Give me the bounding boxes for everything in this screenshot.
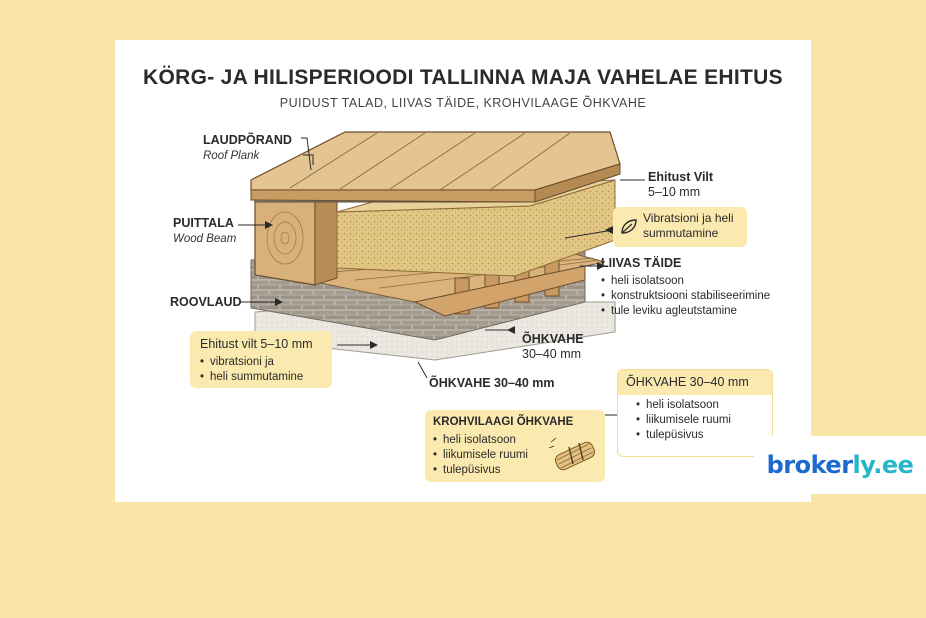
brokerly-logo[interactable]: brokerly.ee [754,436,926,494]
callout-krohvilaagi: KROHVILAAGI ÕHKVAHE • heli isolatsoon • liikumisele ruumi • tulepüsivus [425,410,605,482]
label-ehitust-vilt: Ehitust Vilt 5–10 mm [648,170,714,199]
list-item: • liikumisele ruumi [433,448,597,463]
list-item: • heli summutamine [200,370,322,385]
infographic-card [115,40,811,502]
list-item: • tulepüsivus [433,463,597,478]
list-item: • tulepüsivus [636,428,754,443]
label-roovlaud: ROOVLAUD [170,295,242,309]
label-laudporand: LAUDPÕRAND Roof Plank [203,133,292,162]
list-item: • liikumisele ruumi [636,413,754,428]
list-item: • heli isolatsoon [433,433,597,448]
label-ohkvahe-mid: ÕHKVAHE 30–40 mm [522,332,584,361]
callout-liivas-taide: LIIVAS TÄIDE • heli isolatsoon • konstruktsiooni stabiliseerimine • tule leviku agleutstamine [597,256,777,346]
list-item: • konstruktsiooni stabiliseerimine [601,289,773,304]
wood-beam [255,195,315,285]
callout-vibratsioon: Vibratsioni ja heli summutamine [613,207,747,247]
page-subtitle: PUIDUST TALAD, LIIVAS TÄIDE, KROHVILAAGE ÕHKVAHE [279,96,647,110]
label-ohkvahe-bottom: ÕHKVAHE 30–40 mm [429,376,555,390]
page-title: KÖRG- JA HILISPERIOODI TALLINNA MAJA VAHELAE EHITUS [143,66,783,89]
leaf-icon [619,217,639,237]
list-item: • heli isolatsoon [636,398,754,413]
callout-ehitust-vilt-left: Ehitust vilt 5–10 mm • vibratsioni ja • heli summutamine [190,331,332,388]
label-puittala: PUITTALA Wood Beam [173,216,237,245]
list-item: • heli isolatsoon [601,274,773,289]
list-item: • vibratsioni ja [200,355,322,370]
callout-ohkvahe-right: ÕHKVAHE 30–40 mm • heli isolatsoon • liikumisele ruumi • tulepüsivus [617,369,773,457]
straw-bundle-icon [547,434,601,474]
list-item: • tule leviku agleutstamine [601,304,773,319]
